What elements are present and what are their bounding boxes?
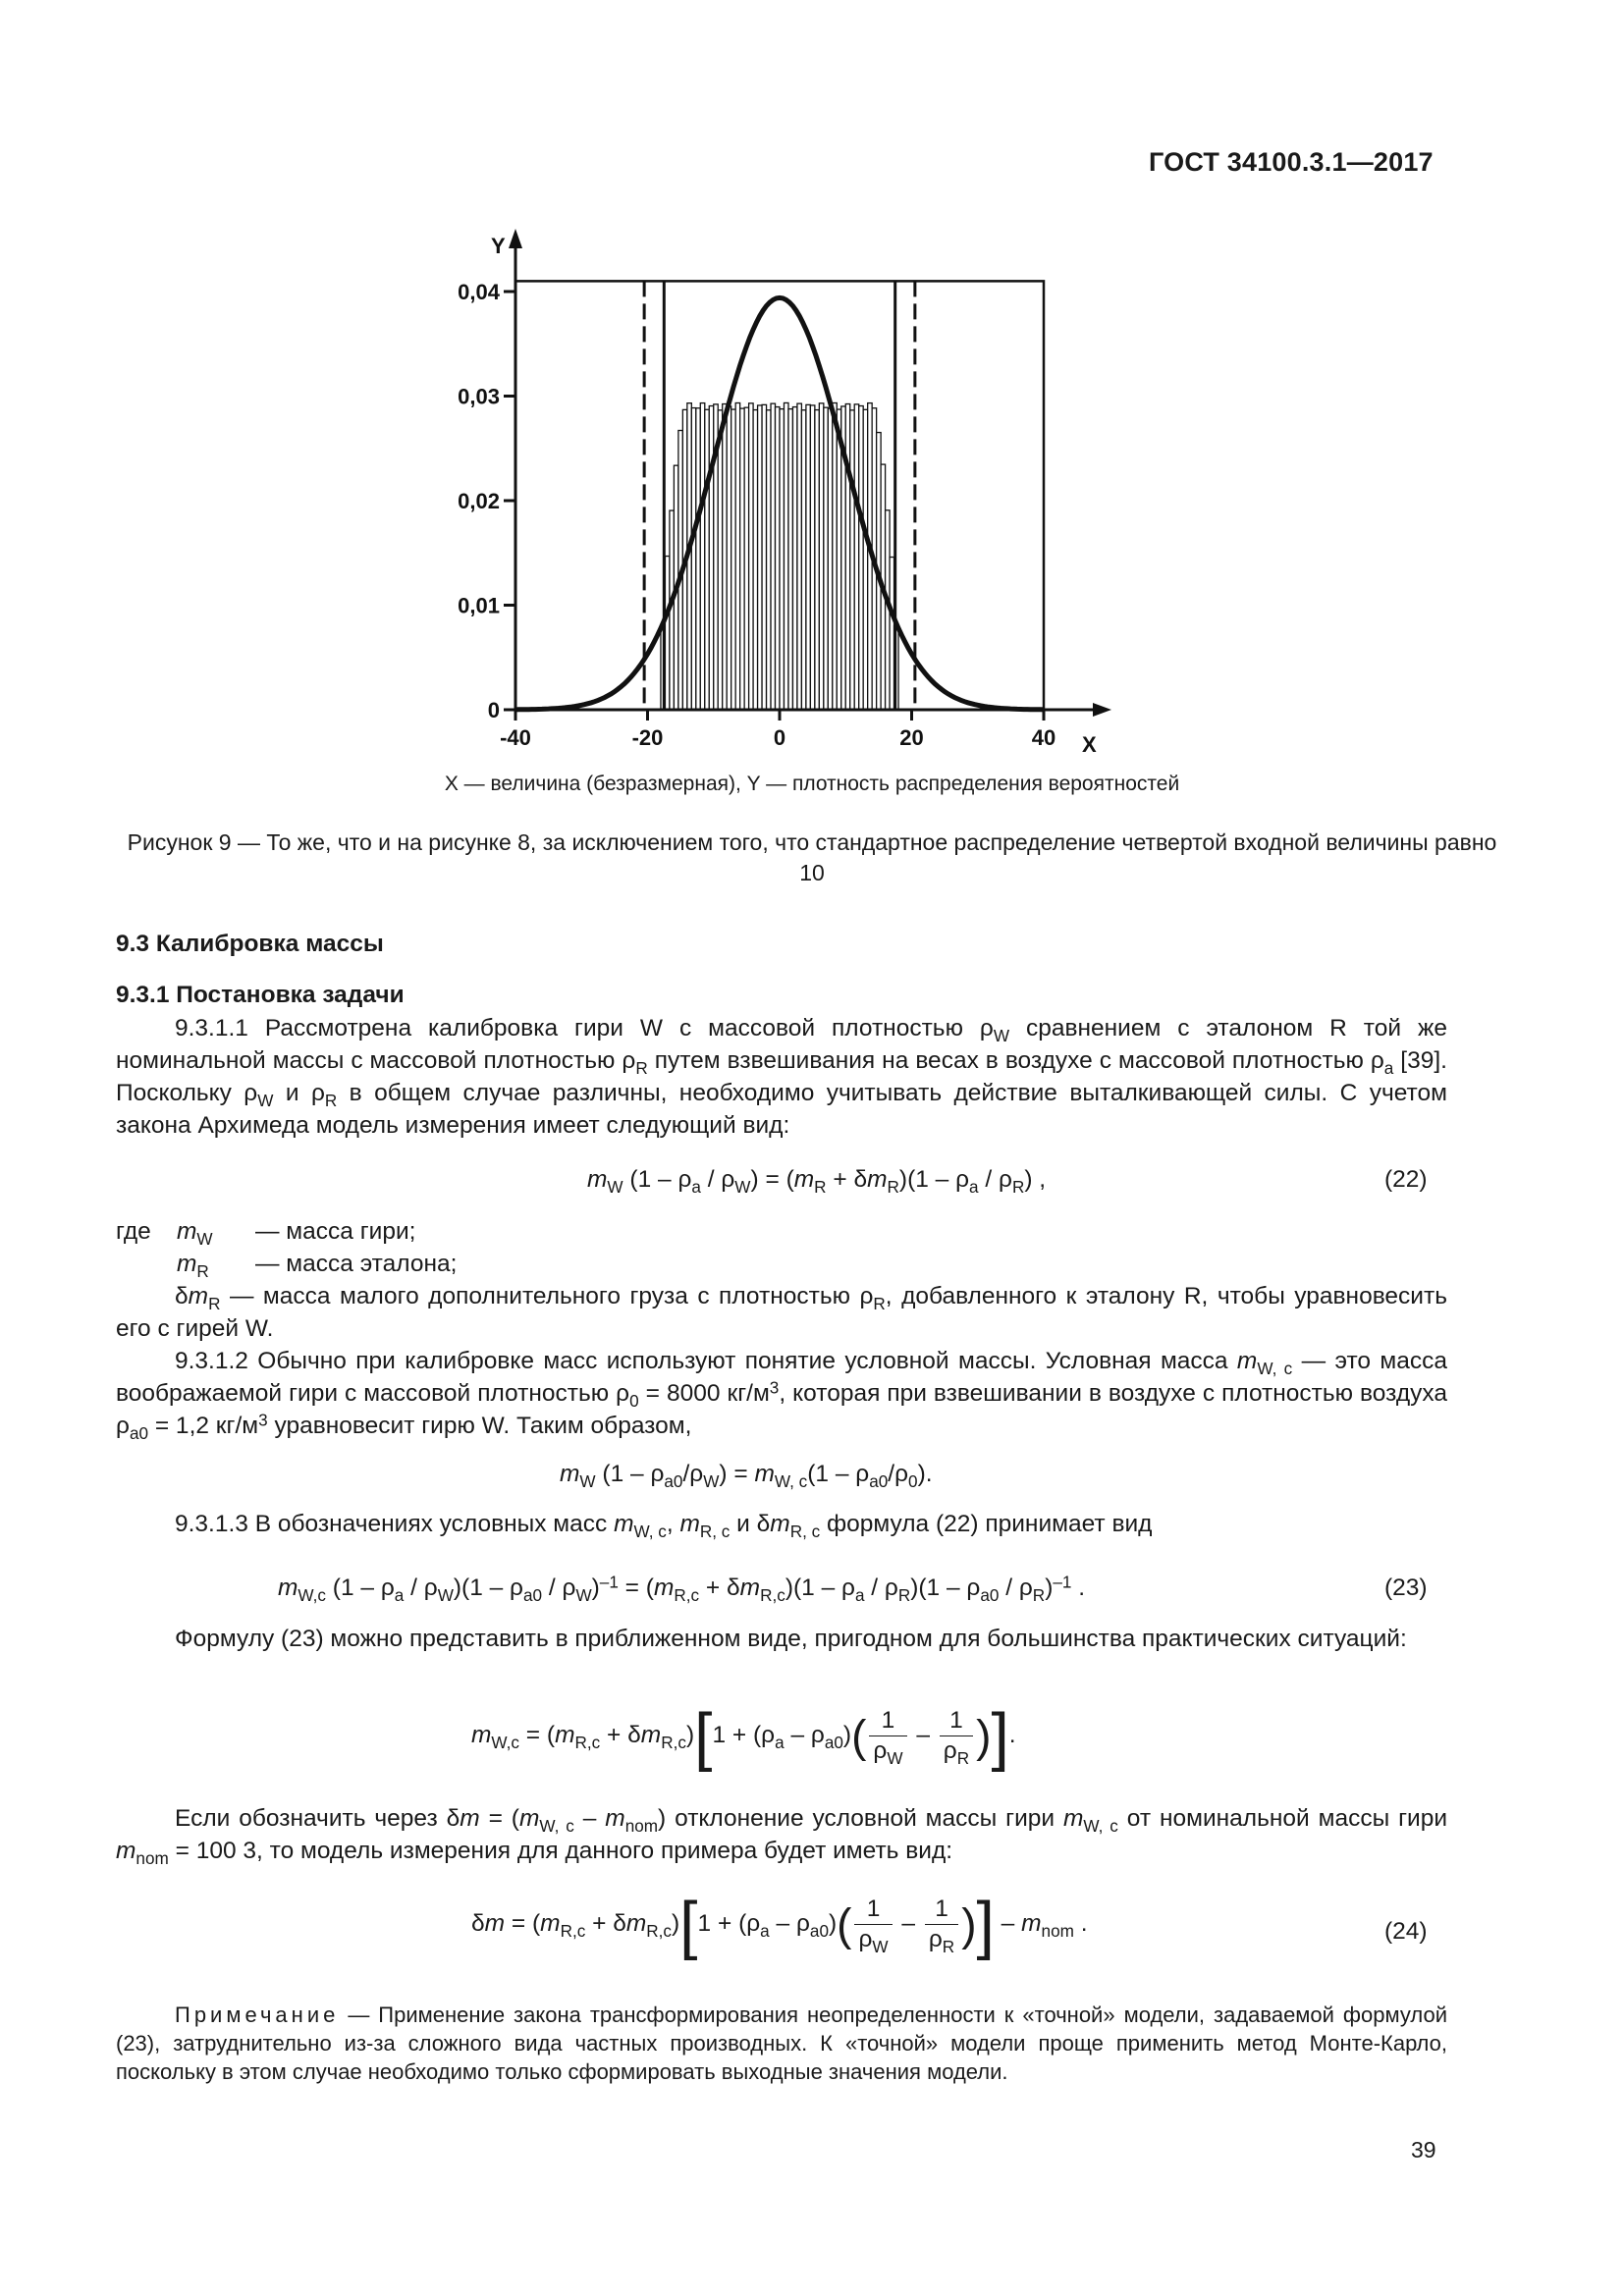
- histogram-bar: [854, 404, 858, 710]
- equation-23: $m_{W,c}$ $(1 - \rho_a / \rho_W)(1 - \rho_{a0} / \rho_W)^{-1} = (m_{R,c} + \delta m_{R,c})(1 - \rho_a / \rho_R)(1 - \rho_{a0} / \rho_R)^{-1}$ .: [278, 1572, 1086, 1605]
- x-axis-label: X: [1082, 732, 1097, 757]
- histogram-bar: [691, 408, 695, 710]
- histogram-bar: [744, 407, 748, 710]
- y-tick-label: 0: [487, 698, 500, 722]
- x-tick-label: 0: [773, 725, 786, 750]
- x-tick-label: 20: [899, 725, 924, 750]
- paragraph-9-3-1-1: 9.3.1.1 Рассмотрена калибровка гири W с массовой плотностью $\rho_W$ сравнением с эталоном R той же номинальной массы с массовой плотностью $\rho_R$ путем взвешивания на весах в воздухе с массовой плотностью $\rho_a$ [39]. Поскольку $\rho_W$ и $\rho_R$ в общем случае различны, необходимо учитывать действие выталкивающей силы. С учетом закона Архимеда модель измерения имеет следующий вид:: [116, 1015, 1447, 1139]
- equation-22-number: (22): [1384, 1166, 1428, 1193]
- histogram-bar: [792, 407, 796, 710]
- histogram-bar: [718, 410, 722, 710]
- section-heading: 9.3 Калибровка массы: [116, 931, 384, 957]
- histogram-bar: [740, 408, 744, 710]
- histogram-bar: [819, 403, 823, 710]
- y-tick-label: 0,03: [458, 384, 500, 409]
- histogram-bar: [859, 406, 863, 710]
- x-tick-label: 40: [1031, 725, 1056, 750]
- x-tick-labels: [500, 710, 1056, 750]
- y-axis-label: Y: [491, 234, 506, 258]
- histogram-bar: [845, 404, 849, 710]
- paragraph-9-3-1-3: 9.3.1.3 В обозначениях условных масс $m_{W, c}$, $m_{R, c}$ и $\delta m_{R, c}$ формула (22) принимает вид: [175, 1511, 1153, 1541]
- histogram-bar: [890, 558, 893, 710]
- x-tick-label: -20: [631, 725, 664, 750]
- histogram-bar: [758, 405, 762, 710]
- page-number: 39: [1411, 2137, 1436, 2163]
- x-axis-arrow: [1093, 703, 1111, 717]
- histogram-bar: [723, 404, 727, 710]
- histogram-bar: [753, 410, 757, 710]
- x-tick-label: -40: [500, 725, 531, 750]
- glossary: где $m_W$ — масса гири; $m_R$ — масса эталона;: [116, 1218, 458, 1281]
- histogram-bar: [828, 408, 832, 710]
- histogram-bar: [700, 403, 704, 710]
- equation-24: $\delta m = (m_{R,c} + \delta m_{R,c})[1 + (\rho_a - \rho_{a0})$( $\frac{1}{\rho_W}$ – $\frac{1}{\rho_R}$ )] – $m_{nom}$ .: [471, 1888, 1088, 1961]
- equation-24-number: (24): [1384, 1918, 1428, 1945]
- figure-axis-legend: X — величина (безразмерная), Y — плотность распределения вероятностей: [444, 773, 1180, 795]
- paragraph-approximation: Формулу (23) можно представить в приближенном виде, пригодном для большинства практических ситуаций:: [175, 1626, 1407, 1652]
- glossary-dmr: $\delta m_R$ — масса малого дополнительного груза с плотностью $\rho_R$, добавленного к эталону R, чтобы уравновесить его с гирей W.: [116, 1283, 1447, 1342]
- paragraph-9-3-1-2: 9.3.1.2 Обычно при калибровке масс используют понятие условной массы. Условная масса $m_{W, c}$ — это масса воображаемой гири с массовой плотностью $\rho_0 = 8000$ $кг/м^3$, которая при взвешивании в воздухе с плотностью воздуха $\rho_{a0} = 1,2$ $кг/м^3$ уравновесит гирю W. Таким образом,: [116, 1348, 1448, 1443]
- histogram-bar: [780, 409, 784, 710]
- histogram-bar: [731, 409, 735, 710]
- histogram-bar: [771, 403, 775, 710]
- histogram-bar: [727, 406, 731, 710]
- histogram-bar: [810, 405, 814, 710]
- histogram-bar: [749, 403, 753, 710]
- probability-density-chart: [452, 224, 1139, 766]
- histogram-bar: [665, 557, 669, 710]
- histogram-bar: [801, 410, 805, 710]
- histogram-bar: [776, 407, 780, 710]
- y-tick-label: 0,04: [458, 280, 500, 304]
- histogram-bars: [661, 402, 898, 710]
- histogram-bar: [709, 406, 713, 710]
- histogram-bar: [784, 402, 787, 710]
- y-tick-label: 0,02: [458, 489, 500, 513]
- y-axis-arrow: [509, 229, 522, 248]
- histogram-bar: [788, 409, 792, 710]
- y-tick-label: 0,01: [458, 593, 500, 618]
- histogram-bar: [833, 402, 837, 710]
- equation-approximate: $m_{W,c} = (m_{R,c} + \delta m_{R,c})[1 + (\rho_a - \rho_{a0})$( $\frac{1}{\rho_W}$ – $\frac{1}{\rho_R}$ )].: [471, 1699, 1016, 1773]
- histogram-bar: [696, 408, 700, 710]
- histogram-bar: [797, 403, 801, 710]
- histogram-bar: [762, 404, 766, 710]
- histogram-bar: [863, 409, 867, 710]
- note: Примечание — Применение закона трансформирования неопределенности к «точной» модели, задаваемой формулой (23), затруднительно из-за сложного вида частных производных. К «точной» модели проще применить метод Монте-Карло, поскольку в этом случае необходимо только сформировать выходные значения модели.: [116, 2002, 1447, 2084]
- histogram-bar: [815, 410, 819, 710]
- subsection-heading: 9.3.1 Постановка задачи: [116, 982, 405, 1008]
- histogram-bar: [735, 402, 739, 710]
- histogram-bar: [850, 410, 854, 710]
- histogram-bar: [767, 410, 771, 710]
- histogram-bar: [824, 407, 828, 710]
- histogram-bar: [806, 404, 810, 710]
- equation-22: $m_W$ $(1 - \rho_a / \rho_W) = (m_R + \delta m_R)(1 - \rho_a / \rho_R)$ ,: [587, 1166, 1047, 1197]
- figure-caption: Рисунок 9 — То же, что и на рисунке 8, за исключением того, что стандартное распределение четвертой входной величины равно 10: [127, 829, 1497, 885]
- document-code: ГОСТ 34100.3.1—2017: [1149, 147, 1434, 177]
- paragraph-deviation: Если обозначить через $\delta m = (m_{W, c} - m_{nom})$ отклонение условной массы гири $m_{W, c}$ от номинальной массы гири $m_{nom} = 100$ 3, то модель измерения для данного примера будет иметь вид:: [116, 1805, 1448, 1868]
- equation-23-number: (23): [1384, 1575, 1428, 1601]
- histogram-bar: [705, 409, 709, 710]
- y-tick-labels: [458, 280, 515, 722]
- note-label: Примечание: [175, 2002, 340, 2027]
- histogram-bar: [837, 409, 840, 710]
- equation-conventional-mass: $m_W$ $(1 - \rho_{a0}/\rho_W) = m_{W, c}(1 - \rho_{a0}/\rho_0)$.: [560, 1461, 933, 1491]
